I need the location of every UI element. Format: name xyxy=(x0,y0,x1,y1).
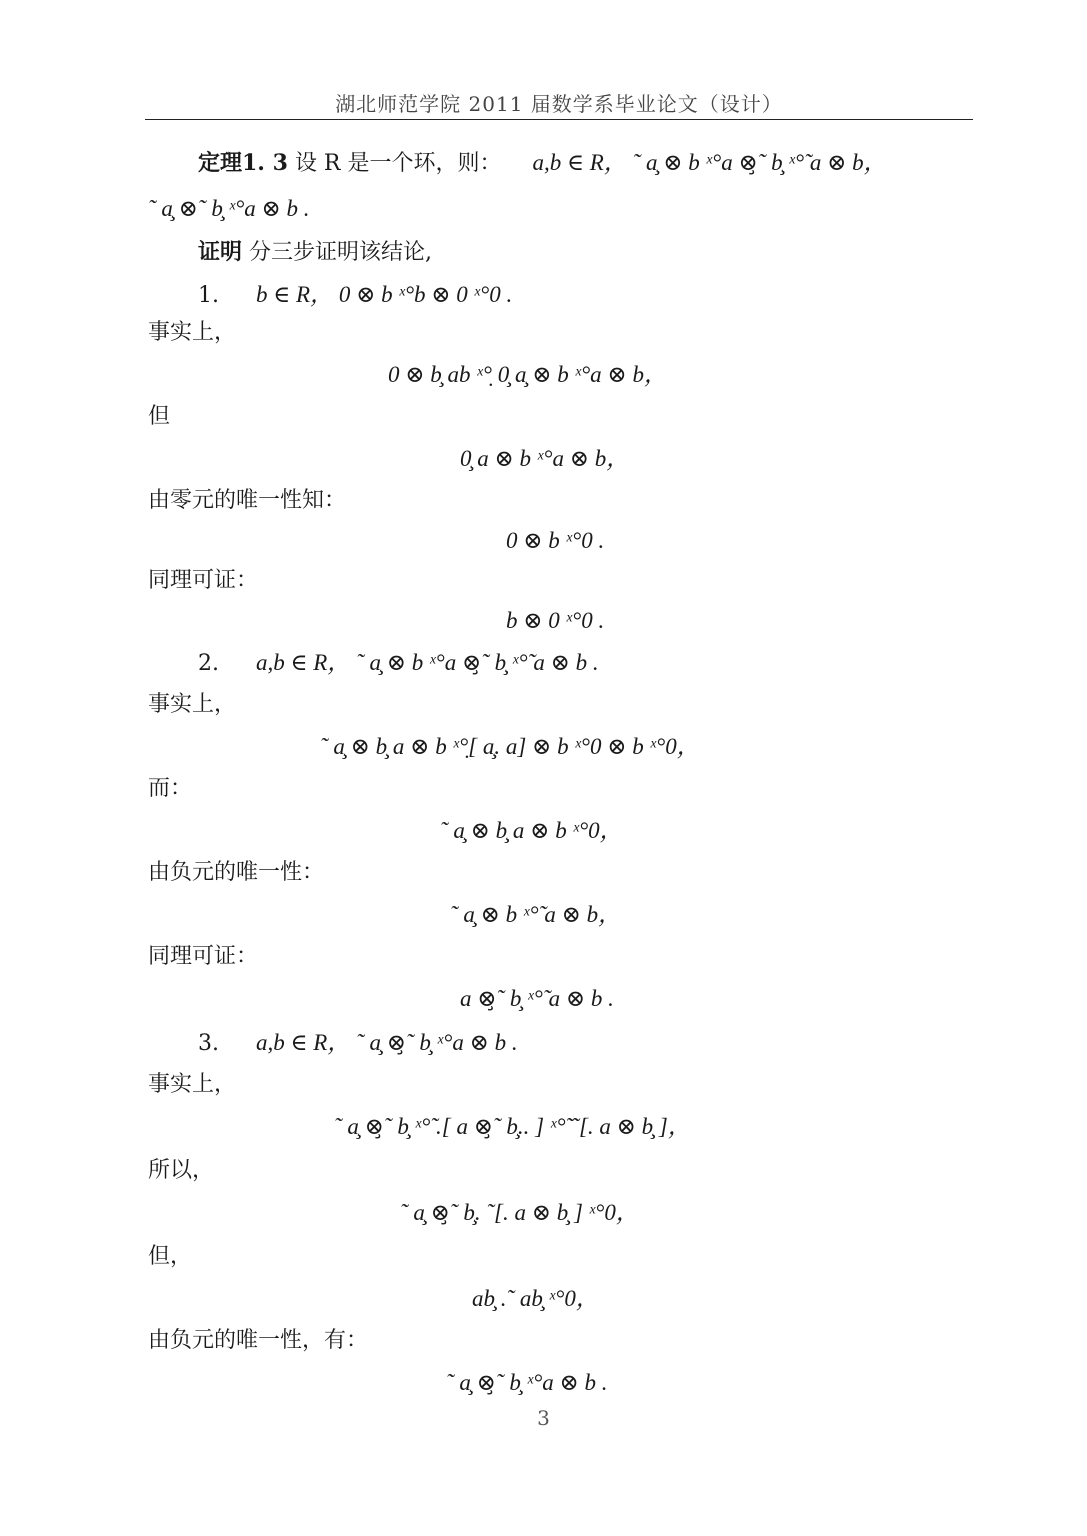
step3-fact: 事实上， xyxy=(148,1072,237,1097)
proof-intro: 分三步证明该结论, xyxy=(249,240,433,265)
step1-number: 1. xyxy=(198,283,219,308)
proof-line xyxy=(198,237,432,268)
page-header: 湖北师范学院 2011 届数学系毕业论文（设计） xyxy=(335,92,783,116)
theorem-text: 设 R 是一个环，则： xyxy=(294,151,502,176)
step2-similar: 同理可证： xyxy=(148,944,259,969)
step1-eq4: b ⊗ 0 ˣ°0 . xyxy=(506,608,605,633)
step1-line xyxy=(198,280,512,311)
step2-eq3: ˜ a̧ ⊗ b ˣ°̃ a ⊗ b， xyxy=(450,902,622,927)
step1-fact: 事实上， xyxy=(148,320,237,345)
step2-eq2: ˜ a̧ ⊗ b̧ a ⊗ b ˣ°0， xyxy=(440,818,623,843)
step3-eq2: ˜ a̧ ⊗̧˜ b̧. ˜[. a ⊗ b̧ ] ˣ°0， xyxy=(400,1200,639,1225)
step1-eq3: 0 ⊗ b ˣ°0 . xyxy=(506,528,605,553)
step3-eq4: ˜ a̧ ⊗̧˜ b̧ ˣ°a ⊗ b . xyxy=(446,1370,608,1395)
header-rule xyxy=(145,119,973,120)
step2-eq4: a ⊗̧˜ b̧ ˣ°̃ a ⊗ b . xyxy=(460,986,614,1011)
step1-unique: 由零元的唯一性知： xyxy=(148,488,347,513)
step3-unique: 由负元的唯一性，有： xyxy=(148,1328,369,1353)
proof-label: 证明 xyxy=(198,239,243,265)
step3-eq1: ˜ a̧ ⊗̧˜ b̧ ˣ°̃ .[ a ⊗̧˜ b̧.. ] ˣ°̃ ˜[. a ⊗ b̧ ]， xyxy=(334,1114,691,1139)
step1-similar: 同理可证： xyxy=(148,568,259,593)
step2-line xyxy=(198,648,599,679)
step3-so: 所以， xyxy=(148,1158,215,1183)
step2-and: 而： xyxy=(148,776,193,801)
page-number: 3 xyxy=(537,1406,550,1430)
theorem-line xyxy=(198,148,887,179)
step3-number: 3. xyxy=(198,1031,219,1056)
theorem-formula-2: ˜ a̧ ⊗˜ b̧ ˣ°a ⊗ b . xyxy=(148,196,310,221)
step2-statement: a,b ∈ R， ˜ a̧ ⊗ b ˣ°a ⊗̧˜ b̧ ˣ°̃ a ⊗ b . xyxy=(256,650,599,675)
step2-number: 2. xyxy=(198,651,219,676)
step3-eq3: ab̧ .˜ ab̧ ˣ°0， xyxy=(472,1286,599,1311)
theorem-formula-1: a,b ∈ R， ˜ a̧ ⊗ b ˣ°a ⊗̧˜ b̧ ˣ°̃ a ⊗ b， xyxy=(532,150,887,175)
step3-but: 但， xyxy=(148,1244,193,1269)
step2-eq1: ˜ a̧ ⊗ b̧ a ⊗ b ˣ°̣[ a̧. a] ⊗ b ˣ°0 ⊗ b ˣ°0， xyxy=(320,734,700,759)
step2-fact: 事实上， xyxy=(148,692,237,717)
step3-statement: a,b ∈ R， ˜ a̧ ⊗̧˜ b̧ ˣ°a ⊗ b . xyxy=(256,1030,518,1055)
step1-eq1: 0 ⊗ b̧ ab ˣ°̣ 0̧ a̧ ⊗ b ˣ°a ⊗ b， xyxy=(388,362,667,387)
step1-eq2: 0̧ a ⊗ b ˣ°a ⊗ b， xyxy=(460,446,630,471)
step2-unique: 由负元的唯一性： xyxy=(148,860,325,885)
theorem-label: 定理1. 3 xyxy=(198,150,288,176)
step3-line xyxy=(198,1028,518,1059)
step1-statement: b ∈ R， 0 ⊗ b ˣ°b ⊗ 0 ˣ°0 . xyxy=(256,282,513,307)
step1-but: 但 xyxy=(148,404,171,429)
